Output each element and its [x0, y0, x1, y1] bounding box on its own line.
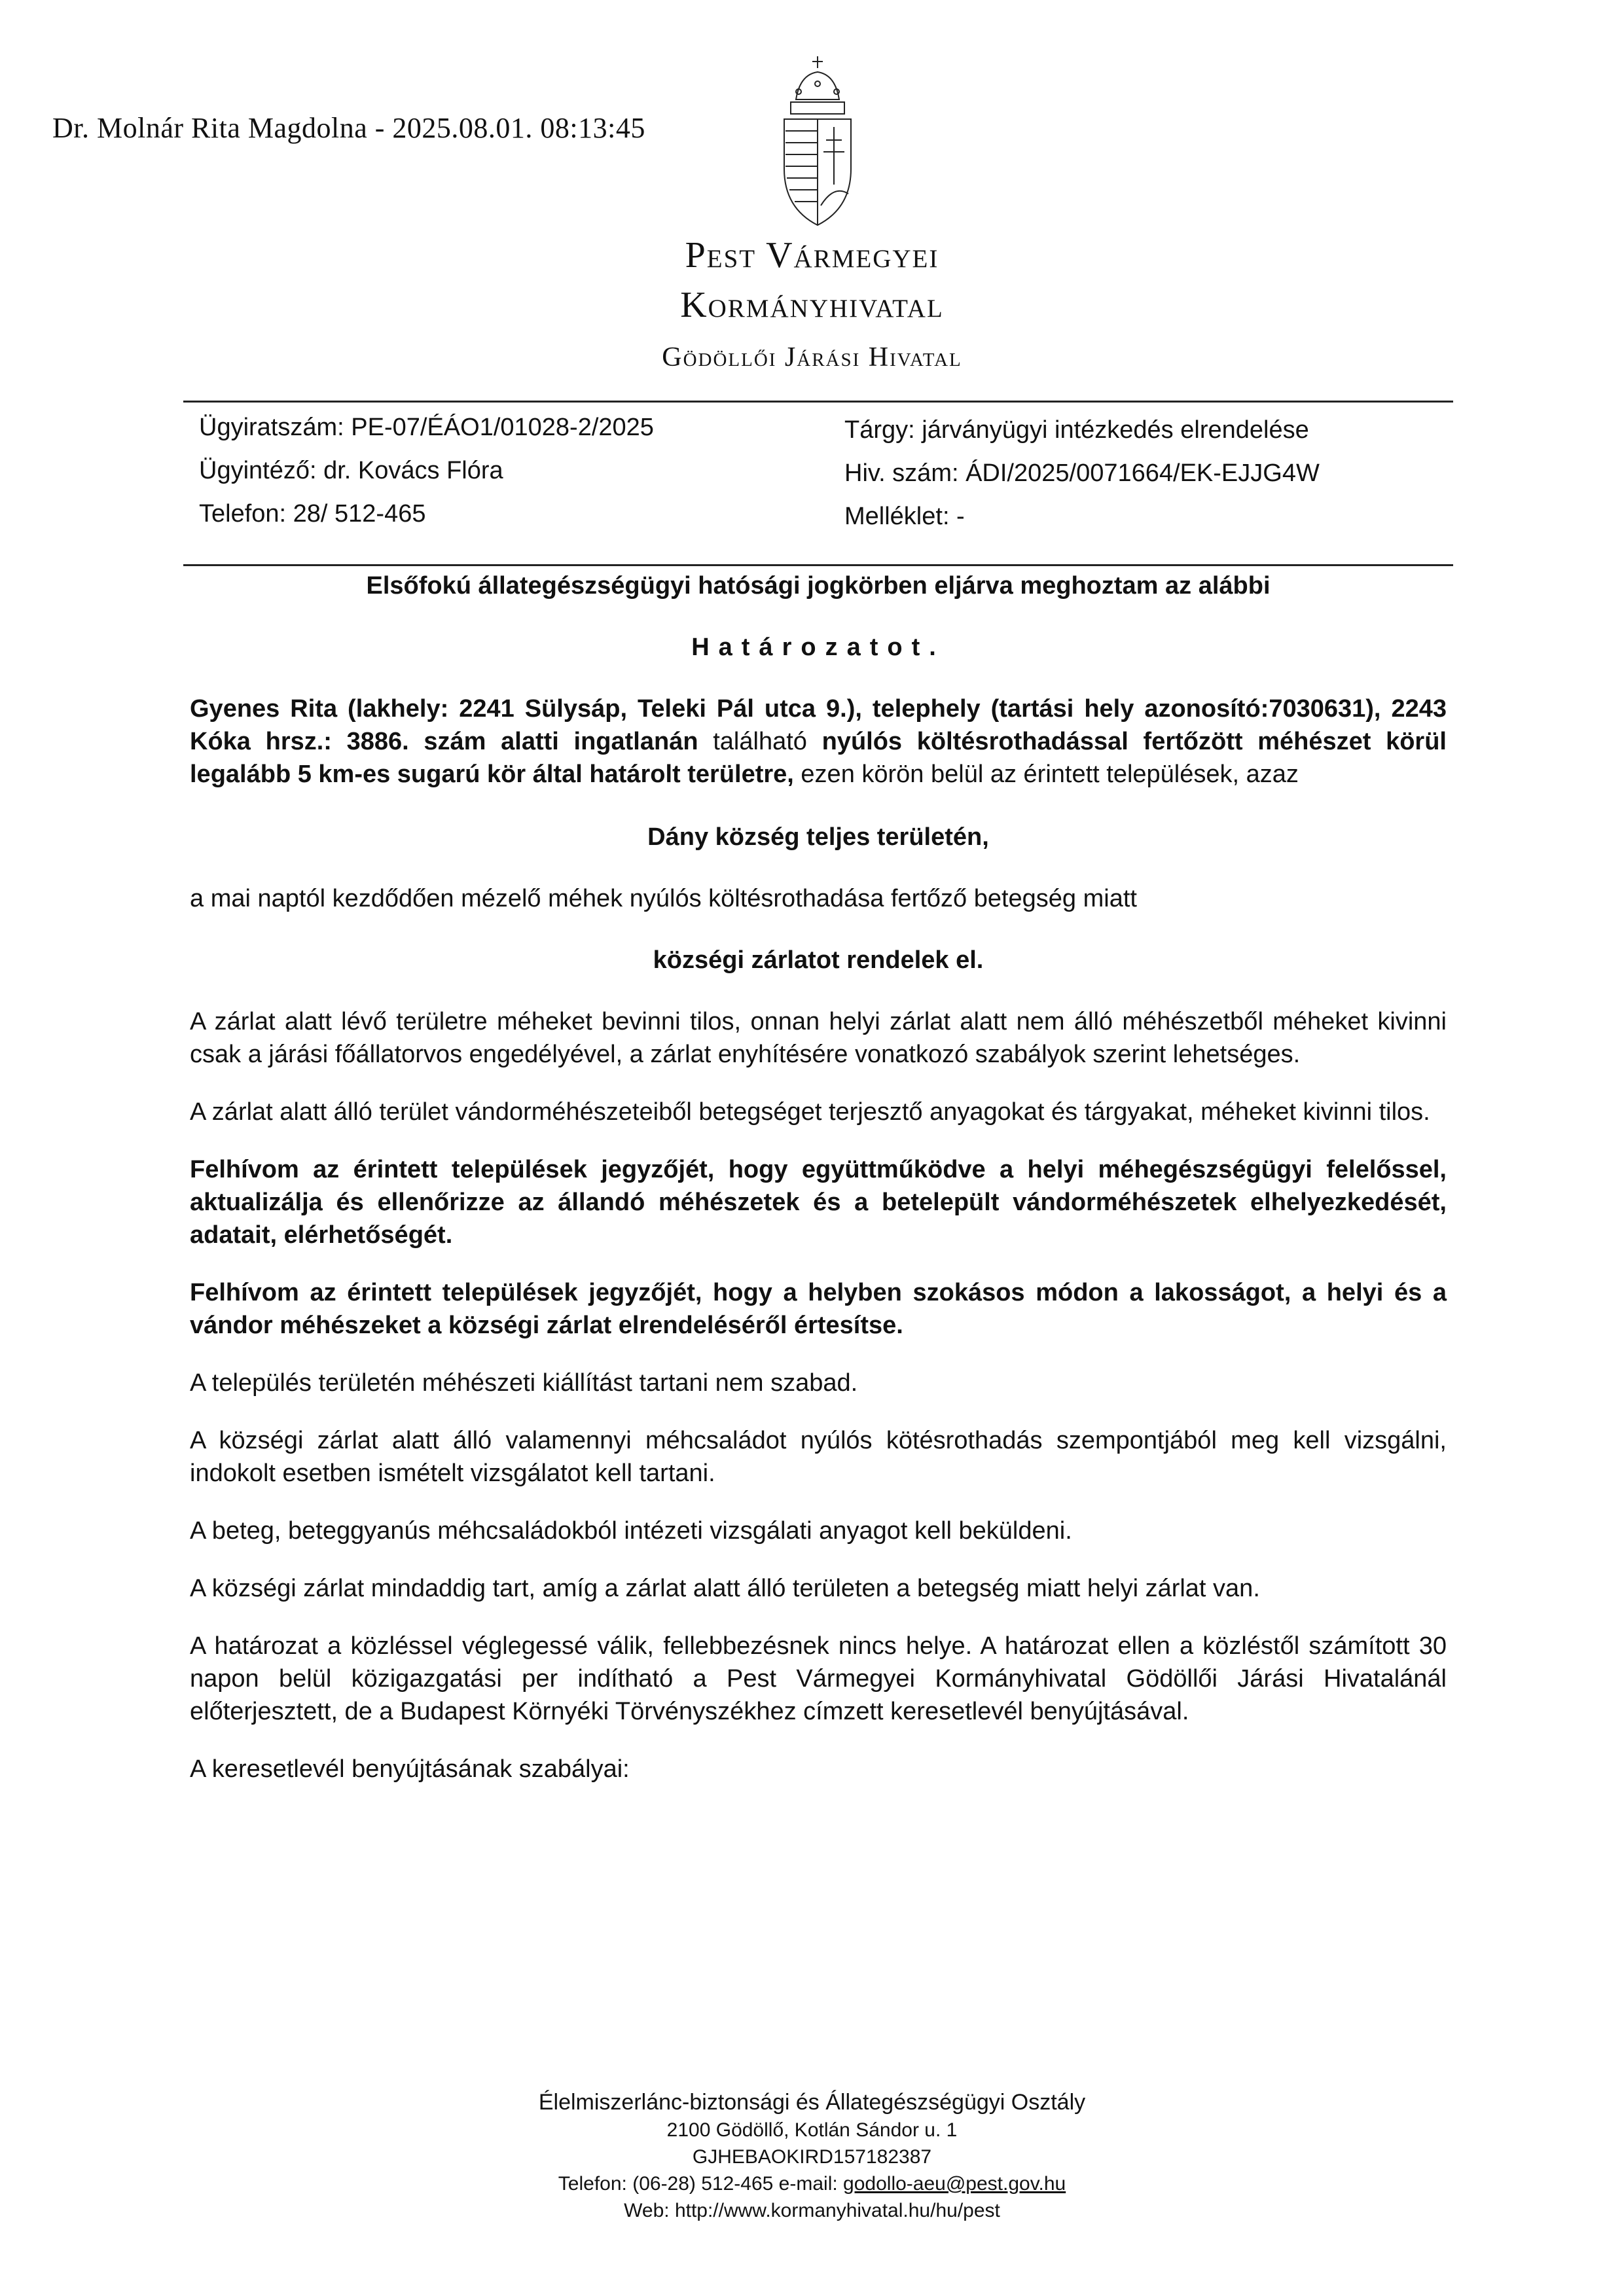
case-meta-left	[199, 406, 654, 535]
paragraph-movement-ban: A zárlat alatt lévő területre méheket bevinni tilos, onnan helyi zárlat alatt nem álló méhészetből méheket kivinni csak a járási főállatorvos engedélyével, a zárlat enyhítésére vonatkozó szabályok szerint lehetséges.	[190, 1008, 1447, 1068]
paragraph-lawsuit-rules: A keresetlevél benyújtásának szabályai:	[190, 1755, 630, 1783]
paragraph-exhibition-ban: A település területén méhészeti kiállítást tartani nem szabad.	[190, 1369, 858, 1397]
decision-title: Határozatot.	[691, 634, 945, 661]
case-officer: Ügyintéző: dr. Kovács Flóra	[199, 457, 503, 484]
header-divider-top	[183, 401, 1453, 403]
paragraph-duration: A községi zárlat mindaddig tart, amíg a zárlat alatt álló területen a betegség miatt helyi zárlat van.	[190, 1575, 1260, 1602]
office-subdivision: Gödöllői Járási Hivatal	[662, 342, 962, 372]
subject-holding: Gyenes Rita (lakhely: 2241 Sülysáp, Teleki Pál utca 9.), telephely (tartási hely azonosító:7030631), 2243 Kóka hrsz.: 3886. szám alatti ingatlanán	[190, 695, 1447, 755]
intro-statement: Elsőfokú állategészségügyi hatósági jogkörben eljárva meghoztam az alábbi	[366, 572, 1271, 600]
paragraph-notary-notify: Felhívom az érintett települések jegyzőjét, hogy a helyben szokásos módon a lakosságot, a helyi és a vándor méhészeket a községi zárlat elrendeléséről értesítse.	[190, 1279, 1447, 1339]
footer-address: 2100 Gödöllő, Kotlán Sándor u. 1	[666, 2119, 958, 2141]
office-name	[0, 230, 1624, 330]
subject-located: található	[713, 728, 807, 755]
coat-of-arms-emblem	[776, 54, 859, 229]
subject-line: Tárgy: járványügyi intézkedés elrendelése	[844, 416, 1309, 444]
attachment-line: Melléklet: -	[844, 503, 965, 530]
paragraph-inspection: A községi zárlat alatt álló valamennyi méhcsaládot nyúlós kötésrothadás szempontjából meg kell vizsgálni, indokolt esetben ismételt vizsgálatot kell tartani.	[190, 1427, 1447, 1487]
page-footer	[0, 2088, 1624, 2224]
footer-code: GJHEBAOKIRD157182387	[692, 2146, 932, 2168]
office-name-line2: Kormányhivatal	[680, 285, 944, 325]
footer-email-link[interactable]: godollo-aeu@pest.gov.hu	[843, 2173, 1066, 2195]
header-divider-bottom	[183, 564, 1453, 566]
decision-paragraph-subject	[190, 692, 1447, 791]
paragraph-legal-remedy: A határozat a közléssel véglegessé válik, fellebbezésnek nincs helye. A határozat ellen a közléstől számított 30 napon belül közigazgatási per indítható a Pest Vármegyei Kormányhivatal Gödöllői Járási Hivatalánál előterjesztett, de a Budapest Környéki Törvényszékhez címzett keresetlevél benyújtásával.	[190, 1632, 1447, 1725]
document-body	[190, 569, 1447, 1810]
paragraph-migratory-ban: A zárlat alatt álló terület vándorméhészeteiből betegséget terjesztő anyagokat és tárgyakat, méheket kivinni tilos.	[190, 1098, 1430, 1126]
reference-number: Hiv. szám: ÁDI/2025/0071664/EK-EJJG4W	[844, 459, 1320, 487]
paragraph-samples: A beteg, beteggyanús méhcsaládokból intézeti vizsgálati anyagot kell beküldeni.	[190, 1517, 1072, 1545]
order-statement: községi zárlatot rendelek el.	[653, 946, 984, 974]
office-name-line1: Pest Vármegyei	[685, 235, 939, 276]
paragraph-notary-update: Felhívom az érintett települések jegyzőjét, hogy együttműködve a helyi méhegészségügyi felelőssel, aktualizálja és ellenőrizze az állandó méhészetek és a betelepült vándorméhészetek elhelyezkedését, adatait, elérhetőségét.	[190, 1156, 1447, 1249]
footer-department: Élelmiszerlánc-biztonsági és Állategészségügyi Osztály	[538, 2090, 1086, 2115]
case-meta-right	[844, 408, 1320, 538]
case-number: Ügyiratszám: PE-07/ÉÁO1/01028-2/2025	[199, 414, 654, 441]
footer-contact	[0, 2170, 1624, 2197]
affected-area: Dány község teljes területén,	[647, 823, 989, 851]
footer-web[interactable]: Web: http://www.kormanyhivatal.hu/hu/pest	[624, 2200, 1000, 2221]
footer-phone: Telefon: (06-28) 512-465 e-mail:	[558, 2173, 838, 2195]
officer-phone: Telefon: 28/ 512-465	[199, 500, 426, 528]
subject-infected-apiary: nyúlós költésrothadással fertőzött méhészet körül legalább 5 km-es sugarú kör által határolt területre,	[190, 728, 1447, 788]
disease-reason: a mai naptól kezdődően mézelő méhek nyúlós költésrothadása fertőző betegség miatt	[190, 885, 1137, 912]
digital-signature-stamp: Dr. Molnár Rita Magdolna - 2025.08.01. 08:13:45	[52, 112, 645, 144]
subject-area-lead: ezen körön belül az érintett települések, azaz	[801, 761, 1299, 788]
